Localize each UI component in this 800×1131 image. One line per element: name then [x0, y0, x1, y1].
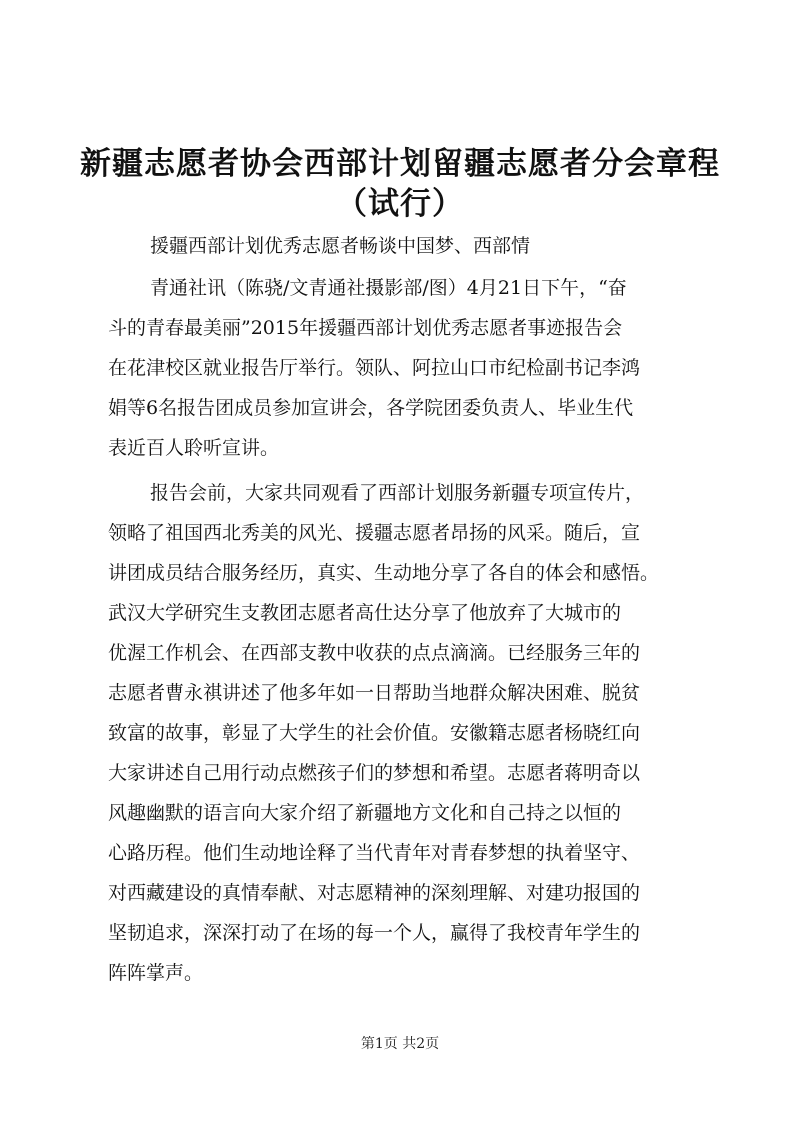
document-title-suffix: （试行） — [336, 186, 464, 222]
paragraph-1-line: 娟等6名报告团成员参加宣讲会，各学院团委负责人、毕业生代 — [108, 397, 634, 419]
paragraph-2-line: 心路历程。他们生动地诠释了当代青年对青春梦想的执着坚守、 — [108, 842, 641, 864]
paragraph-1-line: 表近百人聆听宣讲。 — [108, 437, 280, 459]
paragraph-2-line: 报告会前，大家共同观看了西部计划服务新疆专项宣传片， — [150, 482, 645, 504]
paragraph-2-line: 志愿者曹永祺讲述了他多年如一日帮助当地群众解决困难、脱贫 — [108, 682, 641, 704]
paragraph-1-line: 青通社讯（陈骁/文青通社摄影部/图）4月21日下午，“奋 — [150, 277, 627, 299]
paragraph-2-line: 讲团成员结合服务经历，真实、生动地分享了各自的体会和感悟。 — [108, 562, 660, 584]
paragraph-1-line: 斗的青春最美丽”2015年援疆西部计划优秀志愿者事迹报告会 — [108, 317, 623, 339]
paragraph-2-line: 大家讲述自己用行动点燃孩子们的梦想和希望。志愿者蒋明奇以 — [108, 762, 641, 784]
page-number-footer: 第1页 共2页 — [360, 1036, 440, 1052]
paragraph-2-line: 风趣幽默的语言向大家介绍了新疆地方文化和自己持之以恒的 — [108, 802, 622, 824]
document-title: 新疆志愿者协会西部计划留疆志愿者分会章程 — [80, 146, 720, 182]
paragraph-1-line: 在花津校区就业报告厅举行。领队、阿拉山口市纪检副书记李鸿 — [108, 357, 641, 379]
paragraph-2-line: 坚韧追求，深深打动了在场的每一个人，赢得了我校青年学生的 — [108, 922, 641, 944]
paragraph-2-line: 领略了祖国西北秀美的风光、援疆志愿者昂扬的风采。随后，宣 — [108, 522, 641, 544]
paragraph-2-line: 致富的故事，彰显了大学生的社会价值。安徽籍志愿者杨晓红向 — [108, 722, 641, 744]
article-headline: 援疆西部计划优秀志愿者畅谈中国梦、西部情 — [150, 235, 531, 257]
paragraph-2-line: 优渥工作机会、在西部支教中收获的点点滴滴。已经服务三年的 — [108, 642, 641, 664]
paragraph-2-line: 阵阵掌声。 — [108, 962, 204, 984]
paragraph-2-line: 对西藏建设的真情奉献、对志愿精神的深刻理解、对建功报国的 — [108, 882, 641, 904]
paragraph-2-line: 武汉大学研究生支教团志愿者高仕达分享了他放弃了大城市的 — [108, 602, 622, 624]
